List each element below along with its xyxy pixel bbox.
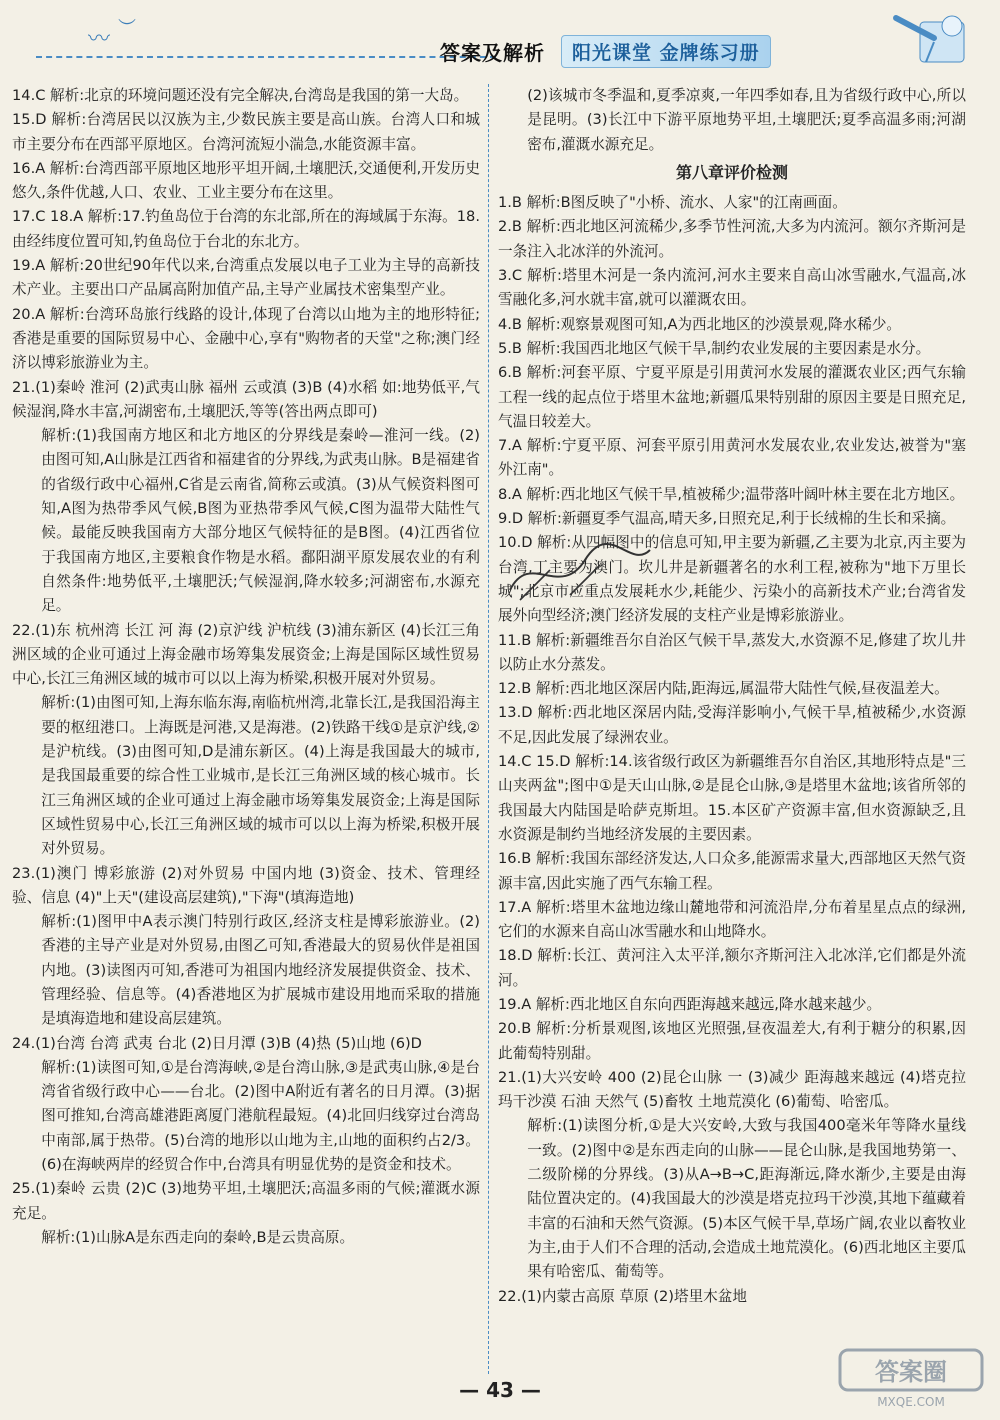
left-answer-paragraph: 17.C 18.A 解析:17.钓鱼岛位于台湾的东北部,所在的海域属于东海。18.由经纬度位置可知,钓鱼岛位于台北的东北方。: [12, 208, 480, 250]
right-answer-paragraph: 17.A 解析:塔里木盆地边缘山麓地带和河流沿岸,分布着星星点点的绿洲,它们的水源来自高山冰雪融水和山地降水。: [498, 898, 966, 941]
right-answer-paragraph: 13.D 解析:西北地区深居内陆,受海洋影响小,气候干旱,植被稀少,水资源不足,因此发展了绿洲农业。: [498, 704, 966, 746]
left-answer-paragraph: 19.A 解析:20世纪90年代以来,台湾重点发展以电子工业为主导的高新技术产业。主要出口产品属高附加值产品,主导产业属技术密集型产业。: [12, 257, 480, 299]
header-dashed-line: [36, 56, 496, 58]
right-answer-paragraph: 9.D 解析:新疆夏季气温高,晴天多,日照充足,利于长绒棉的生长和采摘。: [498, 510, 956, 528]
right-answer-paragraph: 16.B 解析:我国东部经济发达,人口众多,能源需求量大,西部地区天然气资源丰富,因此实施了西气东输工程。: [498, 850, 966, 892]
svg-text:答案圈: 答案圈: [875, 1358, 947, 1386]
left-answer-paragraph: 20.A 解析:台湾环岛旅行线路的设计,体现了台湾以山地为主的地形特征;香港是重要的国际贸易中心、金融中心,享有"购物者的天堂"之称;澳门经济以博彩旅游业为主。: [12, 305, 480, 372]
left-answer-paragraph: 25.(1)秦岭 云贵 (2)C (3)地势平坦,土壤肥沃;高温多雨的气候;灌溉水源充足。: [12, 1180, 480, 1222]
svg-text:MXQE.COM: MXQE.COM: [877, 1395, 945, 1409]
section-heading: 答案及解析: [440, 40, 545, 65]
right-column-continued: [498, 84, 966, 157]
brand-label: 阳光课堂 金牌练习册: [561, 35, 771, 68]
bird-icon: 〰: [88, 27, 111, 52]
left-answer-paragraph: 解析:(1)山脉A是东西走向的秦岭,B是云贵高原。: [41, 1228, 355, 1246]
left-answer-paragraph: 解析:(1)我国南方地区和北方地区的分界线是秦岭—淮河一线。(2)由图可知,A山脉是江西省和福建省的分界线,为武夷山脉。B是福建省的省级行政中心福州,C省是云南省,简称云或滇。(3)从气候资料图可知,A图为热带季风气候,B图为亚热带季风气候,C图为温带大陆性气候。最能反映我国南方大部分地区气候特征的是B图。(4)江西省位于我国南方地区,主要粮食作物是水稻。鄱阳湖平原发展农业的有利自然条件:地势低平,土壤肥沃;气候湿润,降水较多;河湖密布,水源充足。: [41, 427, 480, 615]
right-answer-paragraph: 20.B 解析:分析景观图,该地区光照强,昼夜温差大,有利于糖分的积累,因此葡萄特别甜。: [498, 1020, 966, 1062]
page-number: — 43 —: [459, 1378, 541, 1402]
left-answer-paragraph: 23.(1)澳门 博彩旅游 (2)对外贸易 中国内地 (3)资金、技术、管理经验、信息 (4)"上天"(建设高层建筑),"下海"(填海造地): [12, 864, 480, 906]
right-answer-paragraph: 18.D 解析:长江、黄河注入太平洋,额尔齐斯河注入北冰洋,它们都是外流河。: [498, 947, 966, 989]
right-answer-paragraph: 10.D 解析:从四幅图中的信息可知,甲主要为新疆,乙主要为北京,丙主要为台湾,丁主要为澳门。坎儿井是新疆著名的水利工程,被称为"地下万里长城";北京市应重点发展耗水少,耗能少、污染小的高新技术产业;台湾省发展外向型经济;澳门经济发展的支柱产业是博彩旅游业。: [498, 534, 966, 625]
right-answer-paragraph: 12.B 解析:西北地区深居内陆,距海远,属温带大陆性气候,昼夜温差大。: [498, 680, 949, 698]
right-answer-paragraph: 22.(1)内蒙古高原 草原 (2)塔里木盆地: [498, 1287, 747, 1305]
right-answer-paragraph: 2.B 解析:西北地区河流稀少,多季节性河流,大多为内流河。额尔齐斯河是一条注入北冰洋的外流河。: [498, 218, 966, 260]
watermark-logo: [836, 1346, 986, 1412]
left-answer-paragraph: 22.(1)东 杭州湾 长江 河 海 (2)京沪线 沪杭线 (3)浦东新区 (4)长江三角洲区域的企业可通过上海金融市场筹集发展资金;上海是国际区域性贸易中心,长江三角洲区域的城市可以以上海为桥梁,积极开展对外贸易。: [12, 621, 480, 688]
left-answer-paragraph: 解析:(1)由图可知,上海东临东海,南临杭州湾,北靠长江,是我国沿海主要的枢纽港口。上海既是河港,又是海港。(2)铁路干线①是京沪线,②是沪杭线。(3)由图可知,D是浦东新区。(4)上海是我国最大的城市,是我国最重要的综合性工业城市,是长江三角洲区域的核心城市。长江三角洲区域的企业可通过上海金融市场筹集发展资金;上海是国际区域性贸易中心,长江三角洲区域的城市可以以上海为桥梁,积极开展对外贸易。: [41, 694, 480, 858]
right-column: [498, 84, 966, 1374]
right-answer-paragraph: 8.A 解析:西北地区气候干旱,植被稀少;温带落叶阔叶林主要在北方地区。: [498, 485, 965, 503]
header-title-box: [440, 36, 771, 66]
right-top-paragraph: (2)该城市冬季温和,夏季凉爽,一年四季如春,且为省级行政中心,所以是昆明。(3)长江中下游平原地势平坦,土壤肥沃;夏季高温多雨;河湖密布,灌溉水源充足。: [527, 87, 966, 153]
page-header: [0, 0, 1000, 80]
answer-columns: [12, 84, 988, 1374]
right-answer-paragraph: 解析:(1)读图分析,①是大兴安岭,大致与我国400毫米年等降水量线一致。(2)图中②是东西走向的山脉——昆仑山脉,是我国地势第一、二级阶梯的分界线。(3)从A→B→C,距海渐远,降水渐少,主要是由海陆位置决定的。(4)我国最大的沙漠是塔克拉玛干沙漠,其地下蕴藏着丰富的石油和天然气资源。(5)本区气候干旱,草场广阔,农业以畜牧业为主,由于人们不合理的活动,会造成土地荒漠化。(6)西北地区主要瓜果有哈密瓜、葡萄等。: [527, 1117, 966, 1281]
left-answer-paragraph: 14.C 解析:北京的环境问题还没有完全解决,台湾岛是我国的第一大岛。: [12, 87, 469, 104]
right-answer-paragraph: 3.C 解析:塔里木河是一条内流河,河水主要来自高山冰雪融水,气温高,冰雪融化多,河水就丰富,就可以灌溉农田。: [498, 267, 966, 309]
right-answer-paragraph: 14.C 15.D 解析:14.该省级行政区为新疆维吾尔自治区,其地形特点是"三山夹两盆";图中①是天山山脉,②是昆仑山脉,③是塔里木盆地;该省所邻的我国最大内陆国是哈萨克斯坦。15.本区矿产资源丰富,但水资源缺乏,且水资源是制约当地经济发展的主要因素。: [498, 753, 966, 843]
left-column: [12, 84, 480, 1374]
left-answer-paragraph: 24.(1)台湾 台湾 武夷 台北 (2)日月潭 (3)B (4)热 (5)山地 (6)D: [12, 1034, 422, 1052]
right-answer-paragraph: 5.B 解析:我国西北地区气候干旱,制约农业发展的主要因素是水分。: [498, 339, 931, 357]
right-answer-paragraph: 19.A 解析:西北地区自东向西距海越来越远,降水越来越少。: [498, 995, 882, 1013]
right-answer-paragraph: 11.B 解析:新疆维吾尔自治区气候干旱,蒸发大,水资源不足,修建了坎儿井以防止水分蒸发。: [498, 631, 966, 673]
right-answer-paragraph: 7.A 解析:宁夏平原、河套平原引用黄河水发展农业,农业发达,被誉为"塞外江南"。: [498, 437, 966, 479]
column-divider: [488, 84, 489, 1374]
right-answer-paragraph: 4.B 解析:观察景观图可知,A为西北地区的沙漠景观,降水稀少。: [498, 315, 902, 333]
left-answer-paragraph: 16.A 解析:台湾西部平原地区地形平坦开阔,土壤肥沃,交通便利,开发历史悠久,条件优越,人口、农业、工业主要分布在这里。: [12, 159, 480, 202]
telescope-icon: [860, 8, 980, 66]
right-answer-paragraph: 1.B 解析:B图反映了"小桥、流水、人家"的江南画面。: [498, 194, 847, 212]
right-column-answers: [498, 191, 966, 1309]
left-answer-paragraph: 15.D 解析:台湾居民以汉族为主,少数民族主要是高山族。台湾人口和城市主要分布在西部平原地区。台湾河流短小湍急,水能资源丰富。: [12, 111, 480, 153]
left-answer-paragraph: 解析:(1)读图可知,①是台湾海峡,②是台湾山脉,③是武夷山脉,④是台湾省省级行政中心——台北。(2)图中A附近有著名的日月潭。(3)据图可推知,台湾高雄港距离厦门港航程最短。(4)北回归线穿过台湾岛中南部,属于热带。(5)台湾的地形以山地为主,山地的面积约占2/3。(6)在海峡两岸的经贸合作中,台湾具有明显优势的是资金和技术。: [41, 1058, 480, 1174]
left-answer-paragraph: 21.(1)秦岭 淮河 (2)武夷山脉 福州 云或滇 (3)B (4)水稻 如:地势低平,气候湿润,降水丰富,河湖密布,土壤肥沃,等等(答出两点即可): [12, 378, 480, 420]
bird-icon: ︶: [118, 18, 136, 39]
right-answer-paragraph: 6.B 解析:河套平原、宁夏平原是引用黄河水发展的灌溉农业区;西气东输工程一线的起点位于塔里木盆地;新疆瓜果特别甜的原因主要是日照充足,气温日较差大。: [498, 364, 966, 430]
chapter-title: 第八章评价检测: [675, 162, 788, 182]
left-answer-paragraph: 解析:(1)图甲中A表示澳门特别行政区,经济支柱是博彩旅游业。(2)香港的主导产业是对外贸易,由图乙可知,香港最大的贸易伙伴是祖国内地。(3)读图丙可知,香港可为祖国内地经济发展提供资金、技术、管理经验、信息等。(4)香港地区为扩展城市建设用地而采取的措施是填海造地和建设高层建筑。: [41, 913, 480, 1028]
right-answer-paragraph: 21.(1)大兴安岭 400 (2)昆仑山脉 一 (3)减少 距海越来越远 (4)塔克拉玛干沙漠 石油 天然气 (5)畜牧 土地荒漠化 (6)葡萄、哈密瓜。: [498, 1068, 966, 1111]
